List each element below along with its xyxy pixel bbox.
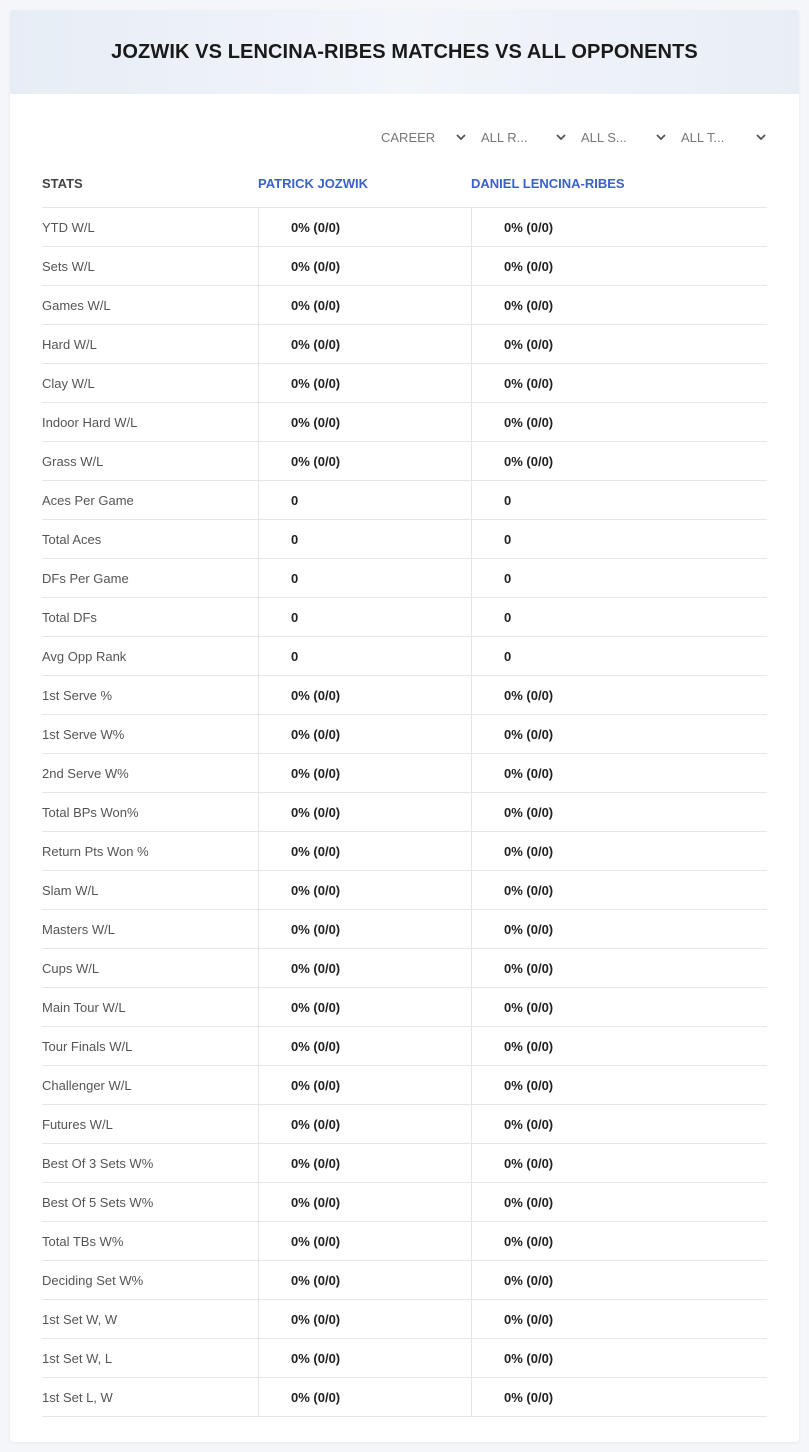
table-row	[42, 988, 767, 1027]
table-row	[42, 364, 767, 403]
filter-label: ALL T...	[681, 129, 725, 145]
player2-value: 0% (0/0)	[471, 208, 767, 246]
player2-value: 0% (0/0)	[471, 1222, 767, 1260]
player1-value: 0% (0/0)	[258, 1339, 471, 1377]
table-row	[42, 1339, 767, 1378]
player1-value: 0	[258, 520, 471, 558]
player1-value: 0% (0/0)	[258, 286, 471, 324]
player2-value: 0% (0/0)	[471, 442, 767, 480]
stats-table	[42, 160, 767, 1417]
column-header-player1-link[interactable]: PATRICK JOZWIK	[258, 176, 369, 191]
chevron-down-icon	[755, 131, 767, 143]
table-row	[42, 949, 767, 988]
player2-value: 0% (0/0)	[471, 1105, 767, 1143]
stat-label: Futures W/L	[42, 1116, 113, 1132]
player1-value: 0	[258, 598, 471, 636]
filter-bar	[377, 126, 767, 148]
player1-value: 0% (0/0)	[258, 1378, 471, 1416]
table-body	[42, 208, 767, 1417]
table-row	[42, 1261, 767, 1300]
table-row	[42, 1144, 767, 1183]
stats-card	[10, 10, 799, 1442]
player1-value: 0% (0/0)	[258, 1183, 471, 1221]
player1-value: 0	[258, 481, 471, 519]
stat-label: Challenger W/L	[42, 1077, 132, 1093]
player2-value: 0% (0/0)	[471, 832, 767, 870]
stat-label: Slam W/L	[42, 882, 99, 898]
player2-value: 0% (0/0)	[471, 949, 767, 987]
player2-value: 0% (0/0)	[471, 676, 767, 714]
player2-value: 0% (0/0)	[471, 910, 767, 948]
stat-label: YTD W/L	[42, 219, 95, 235]
player2-value: 0% (0/0)	[471, 1261, 767, 1299]
player1-value: 0% (0/0)	[258, 364, 471, 402]
table-row	[42, 1378, 767, 1417]
stat-label: Best Of 3 Sets W%	[42, 1155, 154, 1171]
stat-label: Games W/L	[42, 297, 111, 313]
player2-value: 0	[471, 520, 767, 558]
player1-value: 0% (0/0)	[258, 754, 471, 792]
table-row	[42, 598, 767, 637]
table-row	[42, 1183, 767, 1222]
stat-label: Deciding Set W%	[42, 1272, 144, 1288]
column-header-stats: STATS	[42, 176, 83, 191]
player1-value: 0% (0/0)	[258, 1105, 471, 1143]
table-row	[42, 1300, 767, 1339]
stat-label: 1st Serve W%	[42, 726, 125, 742]
player2-value: 0% (0/0)	[471, 988, 767, 1026]
player1-value: 0% (0/0)	[258, 442, 471, 480]
player1-value: 0% (0/0)	[258, 208, 471, 246]
player2-value: 0% (0/0)	[471, 247, 767, 285]
table-header	[42, 160, 767, 208]
player1-value: 0% (0/0)	[258, 247, 471, 285]
player1-value: 0% (0/0)	[258, 832, 471, 870]
player1-value: 0% (0/0)	[258, 1027, 471, 1065]
page-title: JOZWIK VS LENCINA-RIBES MATCHES VS ALL OPPONENTS	[111, 40, 698, 63]
player1-value: 0	[258, 559, 471, 597]
filter-label: ALL S...	[581, 129, 627, 145]
chevron-down-icon	[555, 131, 567, 143]
player1-value: 0% (0/0)	[258, 325, 471, 363]
table-row	[42, 832, 767, 871]
stat-label: Tour Finals W/L	[42, 1038, 133, 1054]
player2-value: 0% (0/0)	[471, 325, 767, 363]
table-row	[42, 1027, 767, 1066]
table-row	[42, 676, 767, 715]
player2-value: 0% (0/0)	[471, 1183, 767, 1221]
player1-value: 0% (0/0)	[258, 676, 471, 714]
stat-label: 2nd Serve W%	[42, 765, 129, 781]
table-row	[42, 325, 767, 364]
player1-value: 0% (0/0)	[258, 715, 471, 753]
player2-value: 0% (0/0)	[471, 1339, 767, 1377]
player2-value: 0% (0/0)	[471, 793, 767, 831]
player1-value: 0% (0/0)	[258, 403, 471, 441]
player2-value: 0% (0/0)	[471, 1066, 767, 1104]
table-row	[42, 403, 767, 442]
table-row	[42, 637, 767, 676]
table-row	[42, 910, 767, 949]
player1-value: 0% (0/0)	[258, 910, 471, 948]
player1-value: 0% (0/0)	[258, 1261, 471, 1299]
table-row	[42, 442, 767, 481]
player1-value: 0% (0/0)	[258, 1066, 471, 1104]
stat-label: Return Pts Won %	[42, 843, 149, 859]
stat-label: DFs Per Game	[42, 570, 129, 586]
player1-value: 0% (0/0)	[258, 793, 471, 831]
stat-label: Cups W/L	[42, 960, 100, 976]
player2-value: 0	[471, 481, 767, 519]
filter-surface-select[interactable]	[577, 126, 667, 148]
player1-value: 0	[258, 637, 471, 675]
table-row	[42, 793, 767, 832]
table-row	[42, 1066, 767, 1105]
stat-label: Sets W/L	[42, 258, 95, 274]
table-row	[42, 520, 767, 559]
table-row	[42, 247, 767, 286]
table-row	[42, 559, 767, 598]
stat-label: Main Tour W/L	[42, 999, 126, 1015]
player1-value: 0% (0/0)	[258, 1222, 471, 1260]
stat-label: 1st Serve %	[42, 687, 113, 703]
stat-label: Aces Per Game	[42, 492, 134, 508]
filter-label: CAREER	[381, 129, 436, 145]
stat-label: Total Aces	[42, 531, 102, 547]
chevron-down-icon	[455, 131, 467, 143]
filter-round-select[interactable]	[477, 126, 567, 148]
stat-label: Total DFs	[42, 609, 97, 625]
column-header-player2-link[interactable]: DANIEL LENCINA-RIBES	[471, 176, 625, 191]
chevron-down-icon	[655, 131, 667, 143]
filter-label: ALL R...	[481, 129, 528, 145]
player2-value: 0% (0/0)	[471, 754, 767, 792]
filter-period-select[interactable]	[377, 126, 467, 148]
player1-value: 0% (0/0)	[258, 988, 471, 1026]
player2-value: 0% (0/0)	[471, 1027, 767, 1065]
stat-label: 1st Set L, W	[42, 1389, 113, 1405]
player2-value: 0% (0/0)	[471, 1378, 767, 1416]
player2-value: 0	[471, 559, 767, 597]
stat-label: Indoor Hard W/L	[42, 414, 138, 430]
table-row	[42, 286, 767, 325]
player2-value: 0% (0/0)	[471, 1300, 767, 1338]
stat-label: Total TBs W%	[42, 1233, 124, 1249]
table-row	[42, 715, 767, 754]
player1-value: 0% (0/0)	[258, 871, 471, 909]
table-row	[42, 1222, 767, 1261]
player2-value: 0% (0/0)	[471, 286, 767, 324]
table-row	[42, 754, 767, 793]
table-row	[42, 871, 767, 910]
player1-value: 0% (0/0)	[258, 1300, 471, 1338]
stat-label: 1st Set W, L	[42, 1350, 113, 1366]
stat-label: Grass W/L	[42, 453, 104, 469]
stat-label: Masters W/L	[42, 921, 115, 937]
player1-value: 0% (0/0)	[258, 1144, 471, 1182]
player2-value: 0% (0/0)	[471, 364, 767, 402]
filter-tournament-select[interactable]	[677, 126, 767, 148]
card-header	[10, 10, 799, 94]
player1-value: 0% (0/0)	[258, 949, 471, 987]
table-row	[42, 208, 767, 247]
stat-label: Best Of 5 Sets W%	[42, 1194, 154, 1210]
stat-label: Avg Opp Rank	[42, 648, 127, 664]
player2-value: 0% (0/0)	[471, 871, 767, 909]
table-row	[42, 481, 767, 520]
player2-value: 0	[471, 637, 767, 675]
player2-value: 0% (0/0)	[471, 403, 767, 441]
stat-label: 1st Set W, W	[42, 1311, 118, 1327]
table-row	[42, 1105, 767, 1144]
stat-label: Clay W/L	[42, 375, 95, 391]
stat-label: Hard W/L	[42, 336, 97, 352]
player2-value: 0% (0/0)	[471, 1144, 767, 1182]
player2-value: 0	[471, 598, 767, 636]
stat-label: Total BPs Won%	[42, 804, 139, 820]
player2-value: 0% (0/0)	[471, 715, 767, 753]
